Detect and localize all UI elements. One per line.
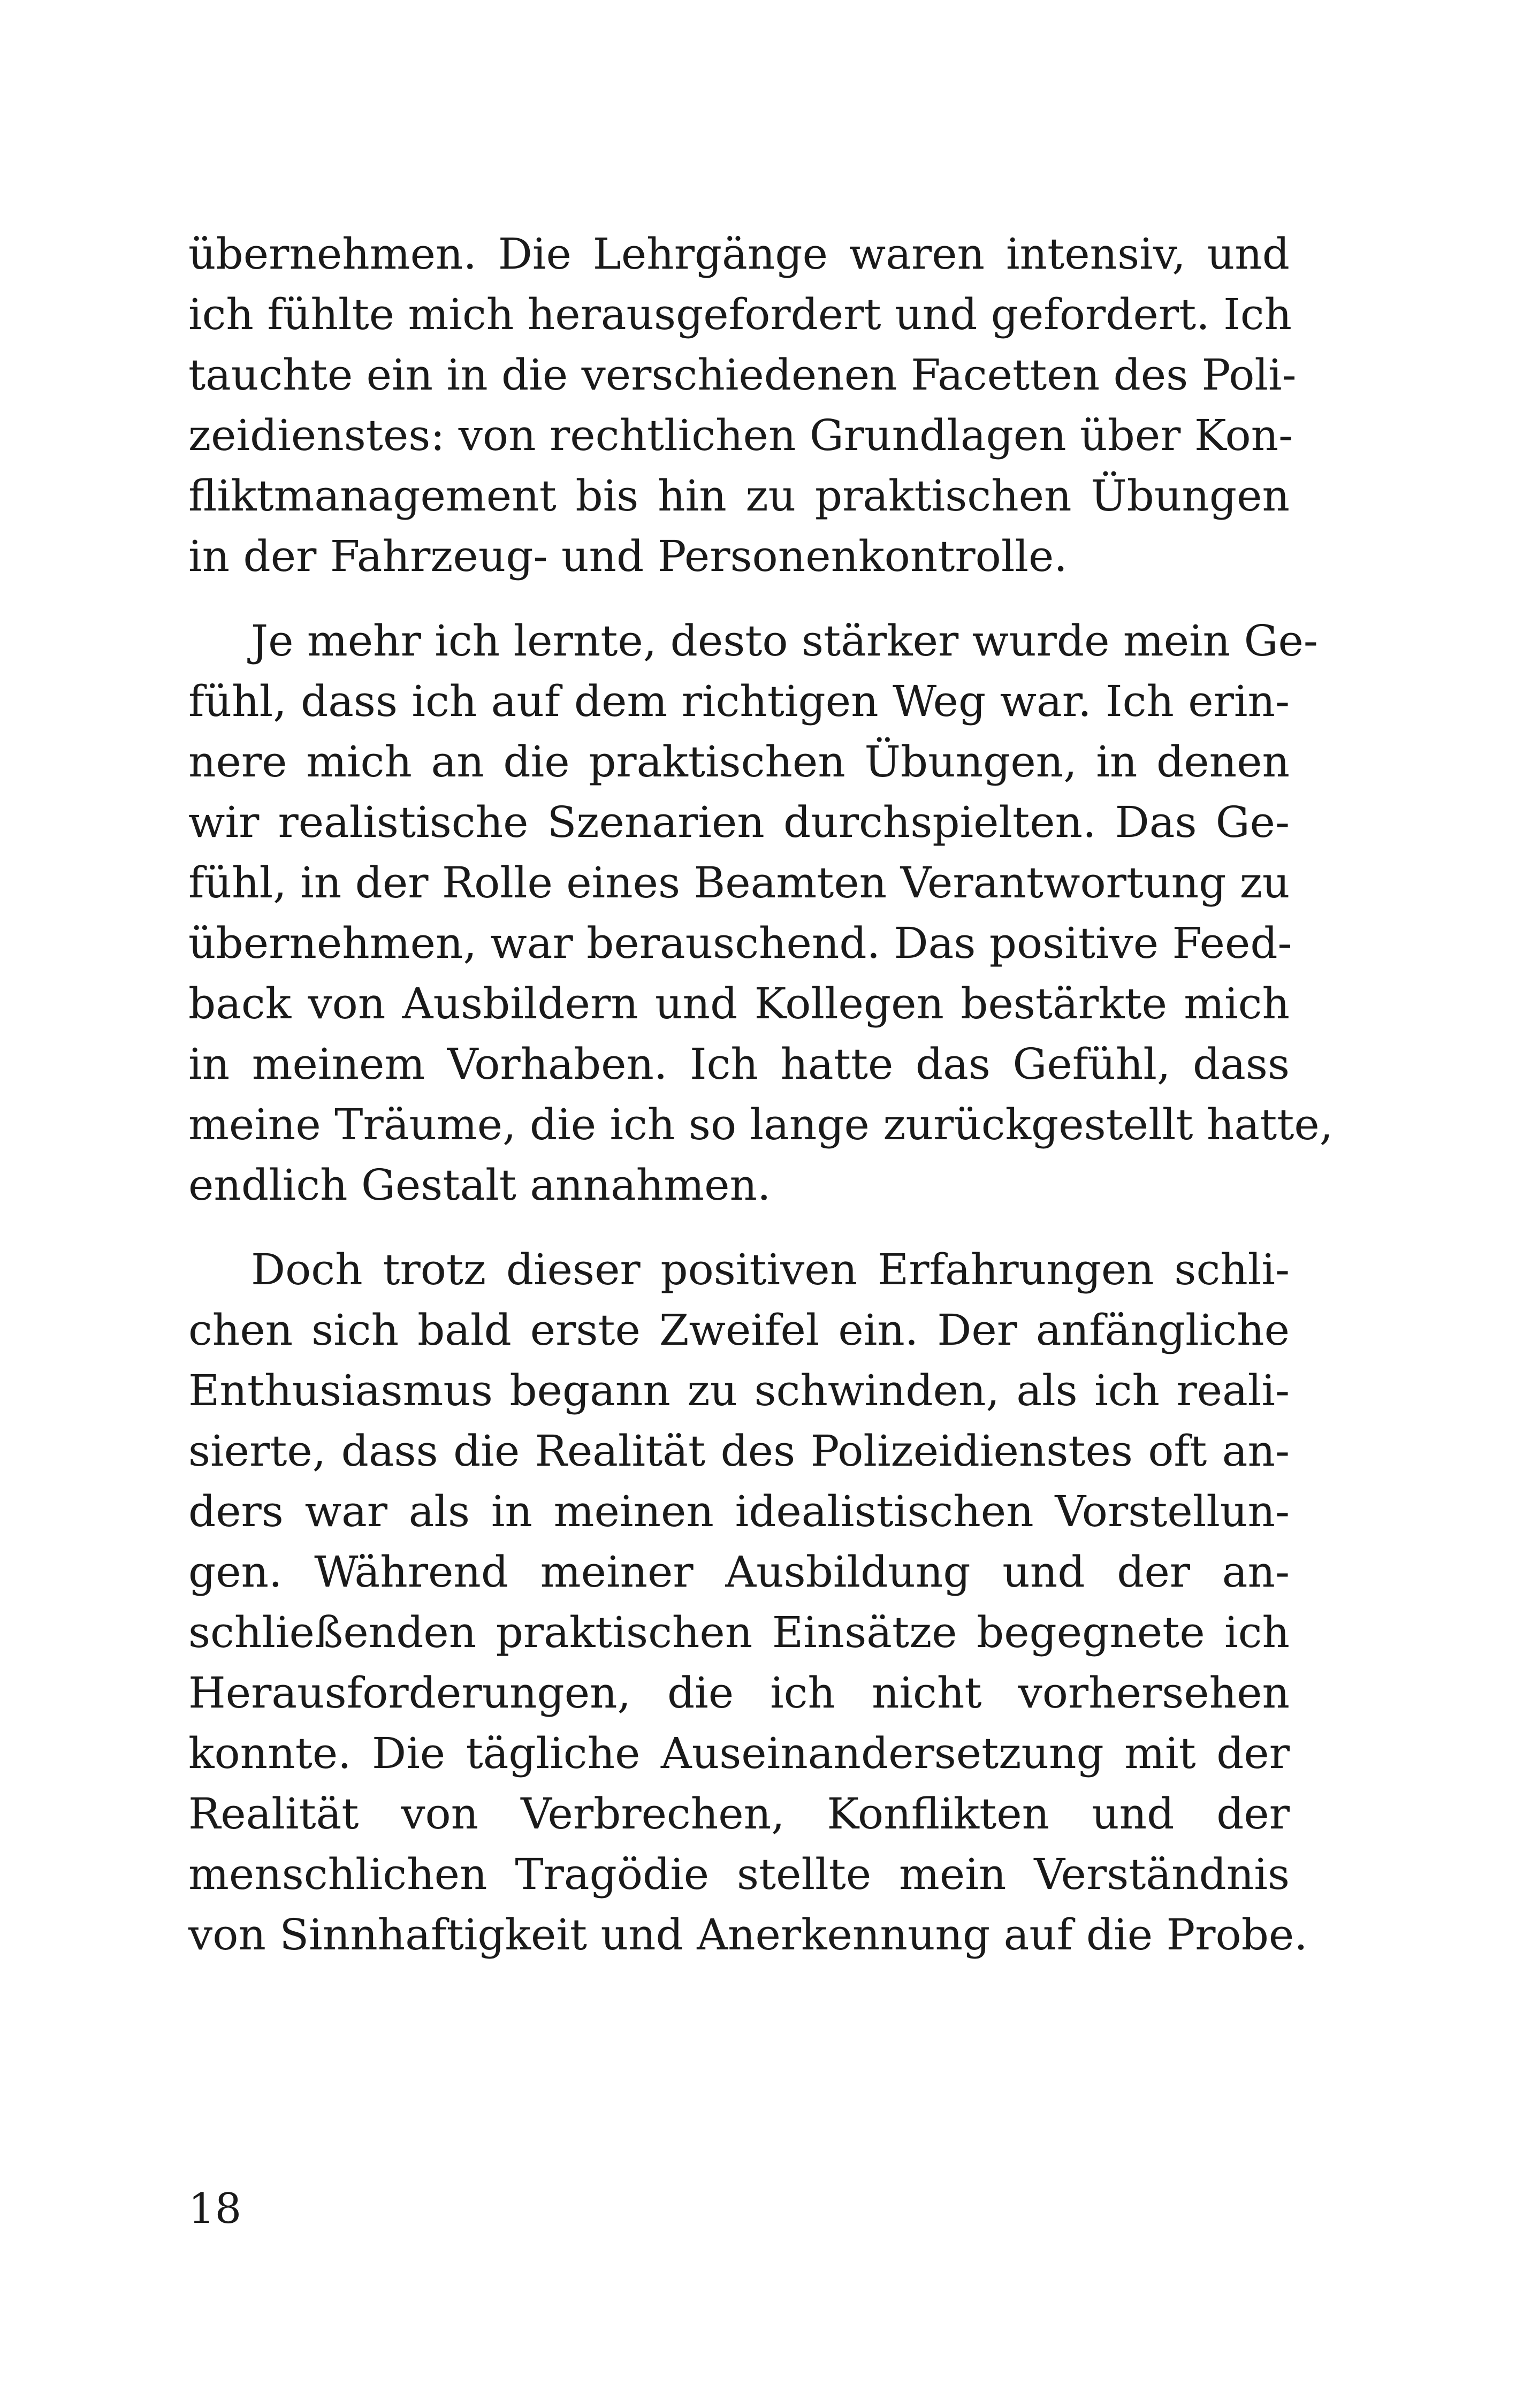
text-line: fühl, dass ich auf dem richtigen Weg war. Ich erin- (188, 676, 1290, 726)
page-number: 18 (188, 2185, 242, 2233)
paragraph-spacer (188, 586, 1290, 611)
text-line: in meinem Vorhaben. Ich hatte das Gefühl, dass (188, 1039, 1290, 1089)
text-line: übernehmen, war berauschend. Das positive Feed- (188, 918, 1292, 968)
text-line: gen. Während meiner Ausbildung und der an- (188, 1547, 1290, 1597)
text-line: zeidienstes: von rechtlichen Grundlagen über Kon- (188, 410, 1293, 460)
text-line: meine Träume, die ich so lange zurückgestellt hatte, (188, 1100, 1334, 1149)
text-line: fühl, in der Rolle eines Beamten Verantwortung zu (188, 858, 1290, 908)
text-line: fliktmanagement bis hin zu praktischen Übungen (188, 471, 1290, 521)
paragraph-spacer (188, 1215, 1290, 1239)
paragraph-2 (188, 611, 1334, 1215)
text-line: in der Fahrzeug- und Personenkontrolle. (188, 531, 1068, 581)
text-line: ich fühlte mich herausgefordert und gefordert. Ich (188, 289, 1292, 339)
text-line: nere mich an die praktischen Übungen, in denen (188, 737, 1290, 787)
text-line: chen sich bald erste Zweifel ein. Der anfängliche (188, 1305, 1290, 1355)
text-line: übernehmen. Die Lehrgänge waren intensiv, und (188, 229, 1290, 279)
text-line: schließenden praktischen Einsätze begegnete ich (188, 1607, 1290, 1657)
text-line: ders war als in meinen idealistischen Vorstellun- (188, 1487, 1290, 1536)
paragraph-3 (188, 1239, 1308, 1965)
text-line: menschlichen Tragödie stellte mein Verständnis (188, 1849, 1290, 1899)
text-line: Enthusiasmus begann zu schwinden, als ich reali- (188, 1366, 1290, 1415)
text-line: back von Ausbildern und Kollegen bestärkte mich (188, 979, 1290, 1028)
body-text (188, 224, 1334, 1965)
text-line: sierte, dass die Realität des Polizeidienstes oft an- (188, 1426, 1290, 1476)
text-line: tauchte ein in die verschiedenen Facetten des Poli- (188, 350, 1297, 400)
text-line: endlich Gestalt annahmen. (188, 1160, 771, 1210)
text-line: Je mehr ich lernte, desto stärker wurde mein Ge- (251, 616, 1318, 666)
text-line: von Sinnhaftigkeit und Anerkennung auf die Probe. (188, 1910, 1308, 1960)
text-line: Realität von Verbrechen, Konflikten und der (188, 1789, 1290, 1839)
text-line: Herausforderungen, die ich nicht vorhersehen (188, 1668, 1290, 1718)
paragraph-1 (188, 224, 1297, 586)
text-line: Doch trotz dieser positiven Erfahrungen schli- (251, 1245, 1290, 1294)
text-line: wir realistische Szenarien durchspielten. Das Ge- (188, 797, 1290, 847)
text-line: konnte. Die tägliche Auseinandersetzung mit der (188, 1728, 1290, 1778)
